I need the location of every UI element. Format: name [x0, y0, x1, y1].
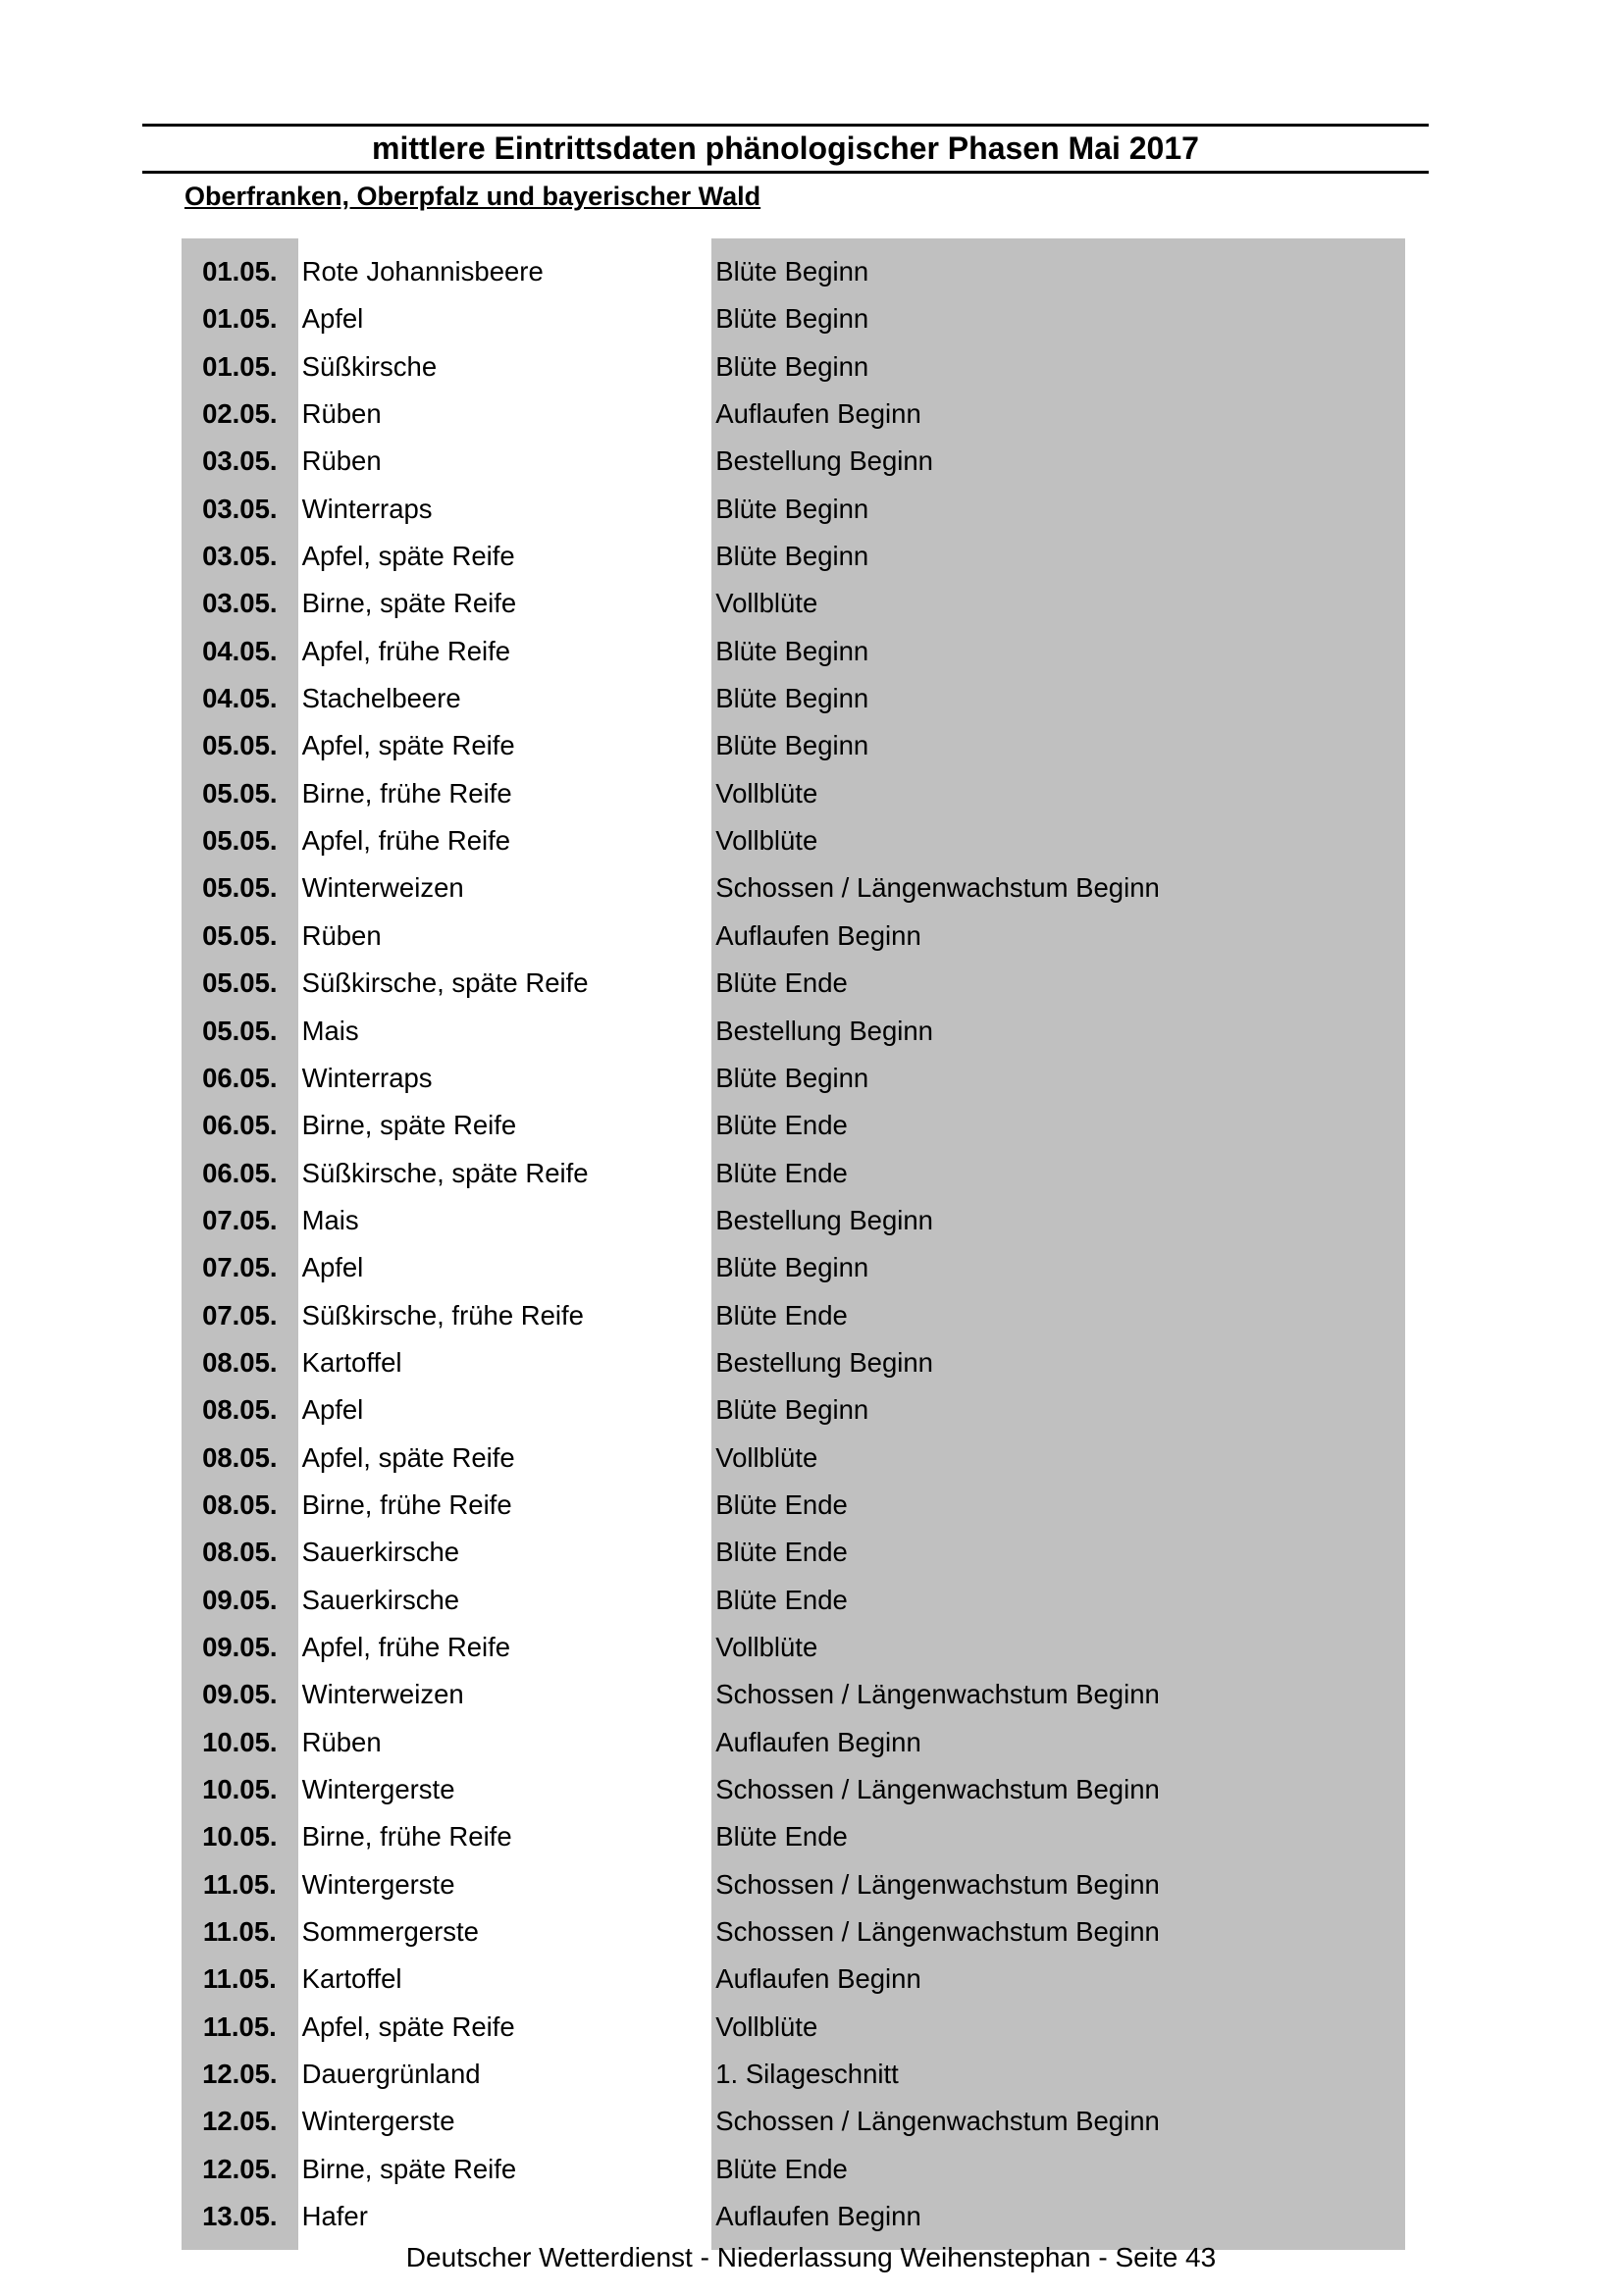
phase-cell: Blüte Ende: [711, 1813, 1405, 1860]
phase-cell: Blüte Beginn: [711, 628, 1405, 675]
plant-cell: Apfel, späte Reife: [301, 2010, 515, 2042]
table-row: [182, 1671, 1405, 1718]
date-cell: 01.05.: [182, 343, 298, 391]
date-cell: 03.05.: [182, 486, 298, 533]
page-footer: Deutscher Wetterdienst - Niederlassung Weihenstephan - Seite 43: [405, 2242, 1217, 2272]
phase-cell: Blüte Beginn: [711, 343, 1405, 391]
plant-cell: Winterraps: [301, 1062, 433, 1093]
phase-cell: Blüte Ende: [711, 960, 1405, 1007]
table-row: [182, 1386, 1405, 1434]
phase-cell: Schossen / Längenwachstum Beginn: [711, 2098, 1405, 2145]
date-cell: 06.05.: [182, 1150, 298, 1197]
phase-cell: Blüte Beginn: [711, 1055, 1405, 1102]
table-row: [182, 486, 1405, 533]
date-cell: 13.05.: [182, 2193, 298, 2240]
table-row: [182, 913, 1405, 960]
phase-cell: Blüte Beginn: [711, 295, 1405, 342]
phase-cell: Blüte Beginn: [711, 675, 1405, 722]
plant-cell: Süßkirsche, frühe Reife: [301, 1299, 584, 1331]
phase-cell: Blüte Ende: [711, 1482, 1405, 1529]
date-cell: 12.05.: [182, 2098, 298, 2145]
plant-cell: Süßkirsche, späte Reife: [301, 967, 589, 999]
table-row: [182, 2193, 1405, 2240]
date-cell: 01.05.: [182, 295, 298, 342]
table-row: [182, 817, 1405, 864]
date-cell: 07.05.: [182, 1197, 298, 1244]
phase-cell: Auflaufen Beginn: [711, 913, 1405, 960]
date-cell: 07.05.: [182, 1244, 298, 1291]
plant-cell: Apfel, späte Reife: [301, 1441, 515, 1473]
plant-cell: Apfel, späte Reife: [301, 541, 515, 572]
plant-cell: Birne, frühe Reife: [301, 1821, 512, 1852]
phase-cell: Vollblüte: [711, 770, 1405, 817]
phase-cell: Blüte Beginn: [711, 248, 1405, 295]
table-row: [182, 864, 1405, 912]
plant-cell: Rüben: [301, 398, 382, 430]
date-cell: 10.05.: [182, 1719, 298, 1766]
phase-cell: Vollblüte: [711, 817, 1405, 864]
plant-cell: Sauerkirsche: [301, 1537, 460, 1568]
date-cell: 08.05.: [182, 1339, 298, 1386]
table-row: [182, 1813, 1405, 1860]
date-cell: 12.05.: [182, 2146, 298, 2193]
phase-cell: Auflaufen Beginn: [711, 391, 1405, 438]
table-row: [182, 1102, 1405, 1149]
table-row: [182, 2146, 1405, 2193]
plant-cell: Birne, frühe Reife: [301, 777, 512, 809]
plant-cell: Winterweizen: [301, 872, 464, 904]
plant-cell: Dauergrünland: [301, 2059, 481, 2090]
plant-cell: Apfel: [301, 303, 364, 335]
table-row: [182, 295, 1405, 342]
plant-cell: Birne, späte Reife: [301, 588, 517, 619]
date-cell: 11.05.: [182, 1908, 298, 1956]
plant-cell: Stachelbeere: [301, 683, 461, 714]
phase-cell: Blüte Beginn: [711, 1244, 1405, 1291]
phase-cell: Blüte Ende: [711, 1577, 1405, 1624]
date-cell: 05.05.: [182, 864, 298, 912]
date-cell: 05.05.: [182, 960, 298, 1007]
plant-cell: Apfel: [301, 1252, 364, 1283]
table-row: [182, 438, 1405, 485]
table-row: [182, 2051, 1405, 2098]
plant-cell: Apfel, frühe Reife: [301, 635, 511, 666]
phase-cell: Blüte Ende: [711, 1529, 1405, 1576]
plant-cell: Kartoffel: [301, 1346, 402, 1378]
date-cell: 03.05.: [182, 533, 298, 580]
date-cell: 05.05.: [182, 770, 298, 817]
table-row: [182, 1577, 1405, 1624]
table-row: [182, 248, 1405, 295]
phase-cell: Auflaufen Beginn: [711, 1719, 1405, 1766]
date-cell: 11.05.: [182, 2004, 298, 2051]
phase-cell: Blüte Ende: [711, 1292, 1405, 1339]
phase-cell: Blüte Ende: [711, 2146, 1405, 2193]
table-row: [182, 580, 1405, 627]
table-row: [182, 391, 1405, 438]
table-row: [182, 1197, 1405, 1244]
date-cell: 03.05.: [182, 438, 298, 485]
phase-cell: Blüte Beginn: [711, 486, 1405, 533]
table-row: [182, 1008, 1405, 1055]
plant-cell: Süßkirsche, späte Reife: [301, 1157, 589, 1188]
phase-cell: Vollblüte: [711, 2004, 1405, 2051]
plant-cell: Wintergerste: [301, 2106, 455, 2137]
phase-cell: Vollblüte: [711, 580, 1405, 627]
date-cell: 08.05.: [182, 1529, 298, 1576]
table-row: [182, 1244, 1405, 1291]
table-row: [182, 1908, 1405, 1956]
date-cell: 01.05.: [182, 248, 298, 295]
date-cell: 11.05.: [182, 1861, 298, 1908]
date-cell: 03.05.: [182, 580, 298, 627]
phase-cell: Bestellung Beginn: [711, 1197, 1405, 1244]
date-cell: 09.05.: [182, 1577, 298, 1624]
table-row: [182, 343, 1405, 391]
phase-cell: Blüte Ende: [711, 1102, 1405, 1149]
phase-cell: Schossen / Längenwachstum Beginn: [711, 864, 1405, 912]
date-cell: 08.05.: [182, 1435, 298, 1482]
plant-cell: Winterraps: [301, 493, 433, 524]
page-title: mittlere Eintrittsdaten phänologischer Phasen Mai 2017: [372, 130, 1199, 166]
phase-cell: Schossen / Längenwachstum Beginn: [711, 1671, 1405, 1718]
plant-cell: Wintergerste: [301, 1868, 455, 1900]
date-cell: 04.05.: [182, 628, 298, 675]
table-row: [182, 1719, 1405, 1766]
date-cell: 12.05.: [182, 2051, 298, 2098]
phase-cell: Bestellung Beginn: [711, 438, 1405, 485]
date-cell: 09.05.: [182, 1624, 298, 1671]
table-row: [182, 1624, 1405, 1671]
table-row: [182, 2098, 1405, 2145]
plant-cell: Wintergerste: [301, 1774, 455, 1804]
table-row: [182, 1292, 1405, 1339]
table-row: [182, 1339, 1405, 1386]
plant-cell: Birne, späte Reife: [301, 2153, 517, 2184]
phase-cell: Bestellung Beginn: [711, 1008, 1405, 1055]
plant-cell: Sauerkirsche: [301, 1584, 460, 1615]
date-cell: 10.05.: [182, 1766, 298, 1813]
table-row: [182, 1435, 1405, 1482]
plant-cell: Rüben: [301, 919, 382, 951]
plant-cell: Rote Johannisbeere: [301, 256, 544, 287]
plant-cell: Birne, späte Reife: [301, 1110, 517, 1141]
date-cell: 02.05.: [182, 391, 298, 438]
phenology-table: [182, 238, 1405, 2250]
date-cell: 05.05.: [182, 913, 298, 960]
phase-cell: Auflaufen Beginn: [711, 1956, 1405, 2003]
table-row: [182, 1150, 1405, 1197]
phase-cell: Vollblüte: [711, 1624, 1405, 1671]
region-heading: Oberfranken, Oberpfalz und bayerischer Wald: [184, 182, 761, 211]
table-row: [182, 1766, 1405, 1813]
phase-cell: 1. Silageschnitt: [711, 2051, 1405, 2098]
table-row: [182, 722, 1405, 769]
phase-cell: Schossen / Längenwachstum Beginn: [711, 1861, 1405, 1908]
plant-cell: Winterweizen: [301, 1679, 464, 1710]
date-cell: 06.05.: [182, 1055, 298, 1102]
plant-cell: Apfel, frühe Reife: [301, 1631, 511, 1662]
date-cell: 05.05.: [182, 722, 298, 769]
phase-cell: Blüte Ende: [711, 1150, 1405, 1197]
table-row: [182, 1861, 1405, 1908]
phase-cell: Schossen / Längenwachstum Beginn: [711, 1766, 1405, 1813]
table-row: [182, 1055, 1405, 1102]
plant-cell: Sommergerste: [301, 1916, 479, 1948]
date-cell: 07.05.: [182, 1292, 298, 1339]
plant-cell: Mais: [301, 1015, 359, 1046]
plant-cell: Rüben: [301, 1726, 382, 1757]
plant-cell: Süßkirsche: [301, 350, 438, 382]
phase-cell: Blüte Beginn: [711, 722, 1405, 769]
date-cell: 06.05.: [182, 1102, 298, 1149]
table-row: [182, 533, 1405, 580]
table-row: [182, 1529, 1405, 1576]
phase-cell: Blüte Beginn: [711, 1386, 1405, 1434]
plant-cell: Birne, frühe Reife: [301, 1488, 512, 1520]
table-row: [182, 770, 1405, 817]
table-row: [182, 960, 1405, 1007]
table-row: [182, 2004, 1405, 2051]
date-cell: 08.05.: [182, 1482, 298, 1529]
plant-cell: Rüben: [301, 445, 382, 477]
table-row: [182, 675, 1405, 722]
phase-cell: Blüte Beginn: [711, 533, 1405, 580]
top-rule: [142, 124, 1429, 127]
phase-cell: Vollblüte: [711, 1435, 1405, 1482]
title-rule: [142, 171, 1429, 174]
date-cell: 10.05.: [182, 1813, 298, 1860]
plant-cell: Mais: [301, 1204, 359, 1235]
table-row: [182, 1956, 1405, 2003]
plant-cell: Apfel: [301, 1394, 364, 1426]
date-cell: 04.05.: [182, 675, 298, 722]
date-cell: 05.05.: [182, 1008, 298, 1055]
phase-cell: Schossen / Längenwachstum Beginn: [711, 1908, 1405, 1956]
date-cell: 05.05.: [182, 817, 298, 864]
table-row: [182, 628, 1405, 675]
phase-cell: Auflaufen Beginn: [711, 2193, 1405, 2240]
plant-cell: Kartoffel: [301, 1963, 402, 1995]
plant-cell: Hafer: [301, 2201, 368, 2232]
date-cell: 09.05.: [182, 1671, 298, 1718]
date-cell: 08.05.: [182, 1386, 298, 1434]
plant-cell: Apfel, späte Reife: [301, 730, 515, 761]
date-cell: 11.05.: [182, 1956, 298, 2003]
table-top-padding: [182, 238, 1405, 248]
plant-cell: Apfel, frühe Reife: [301, 825, 511, 857]
table-row: [182, 1482, 1405, 1529]
phase-cell: Bestellung Beginn: [711, 1339, 1405, 1386]
